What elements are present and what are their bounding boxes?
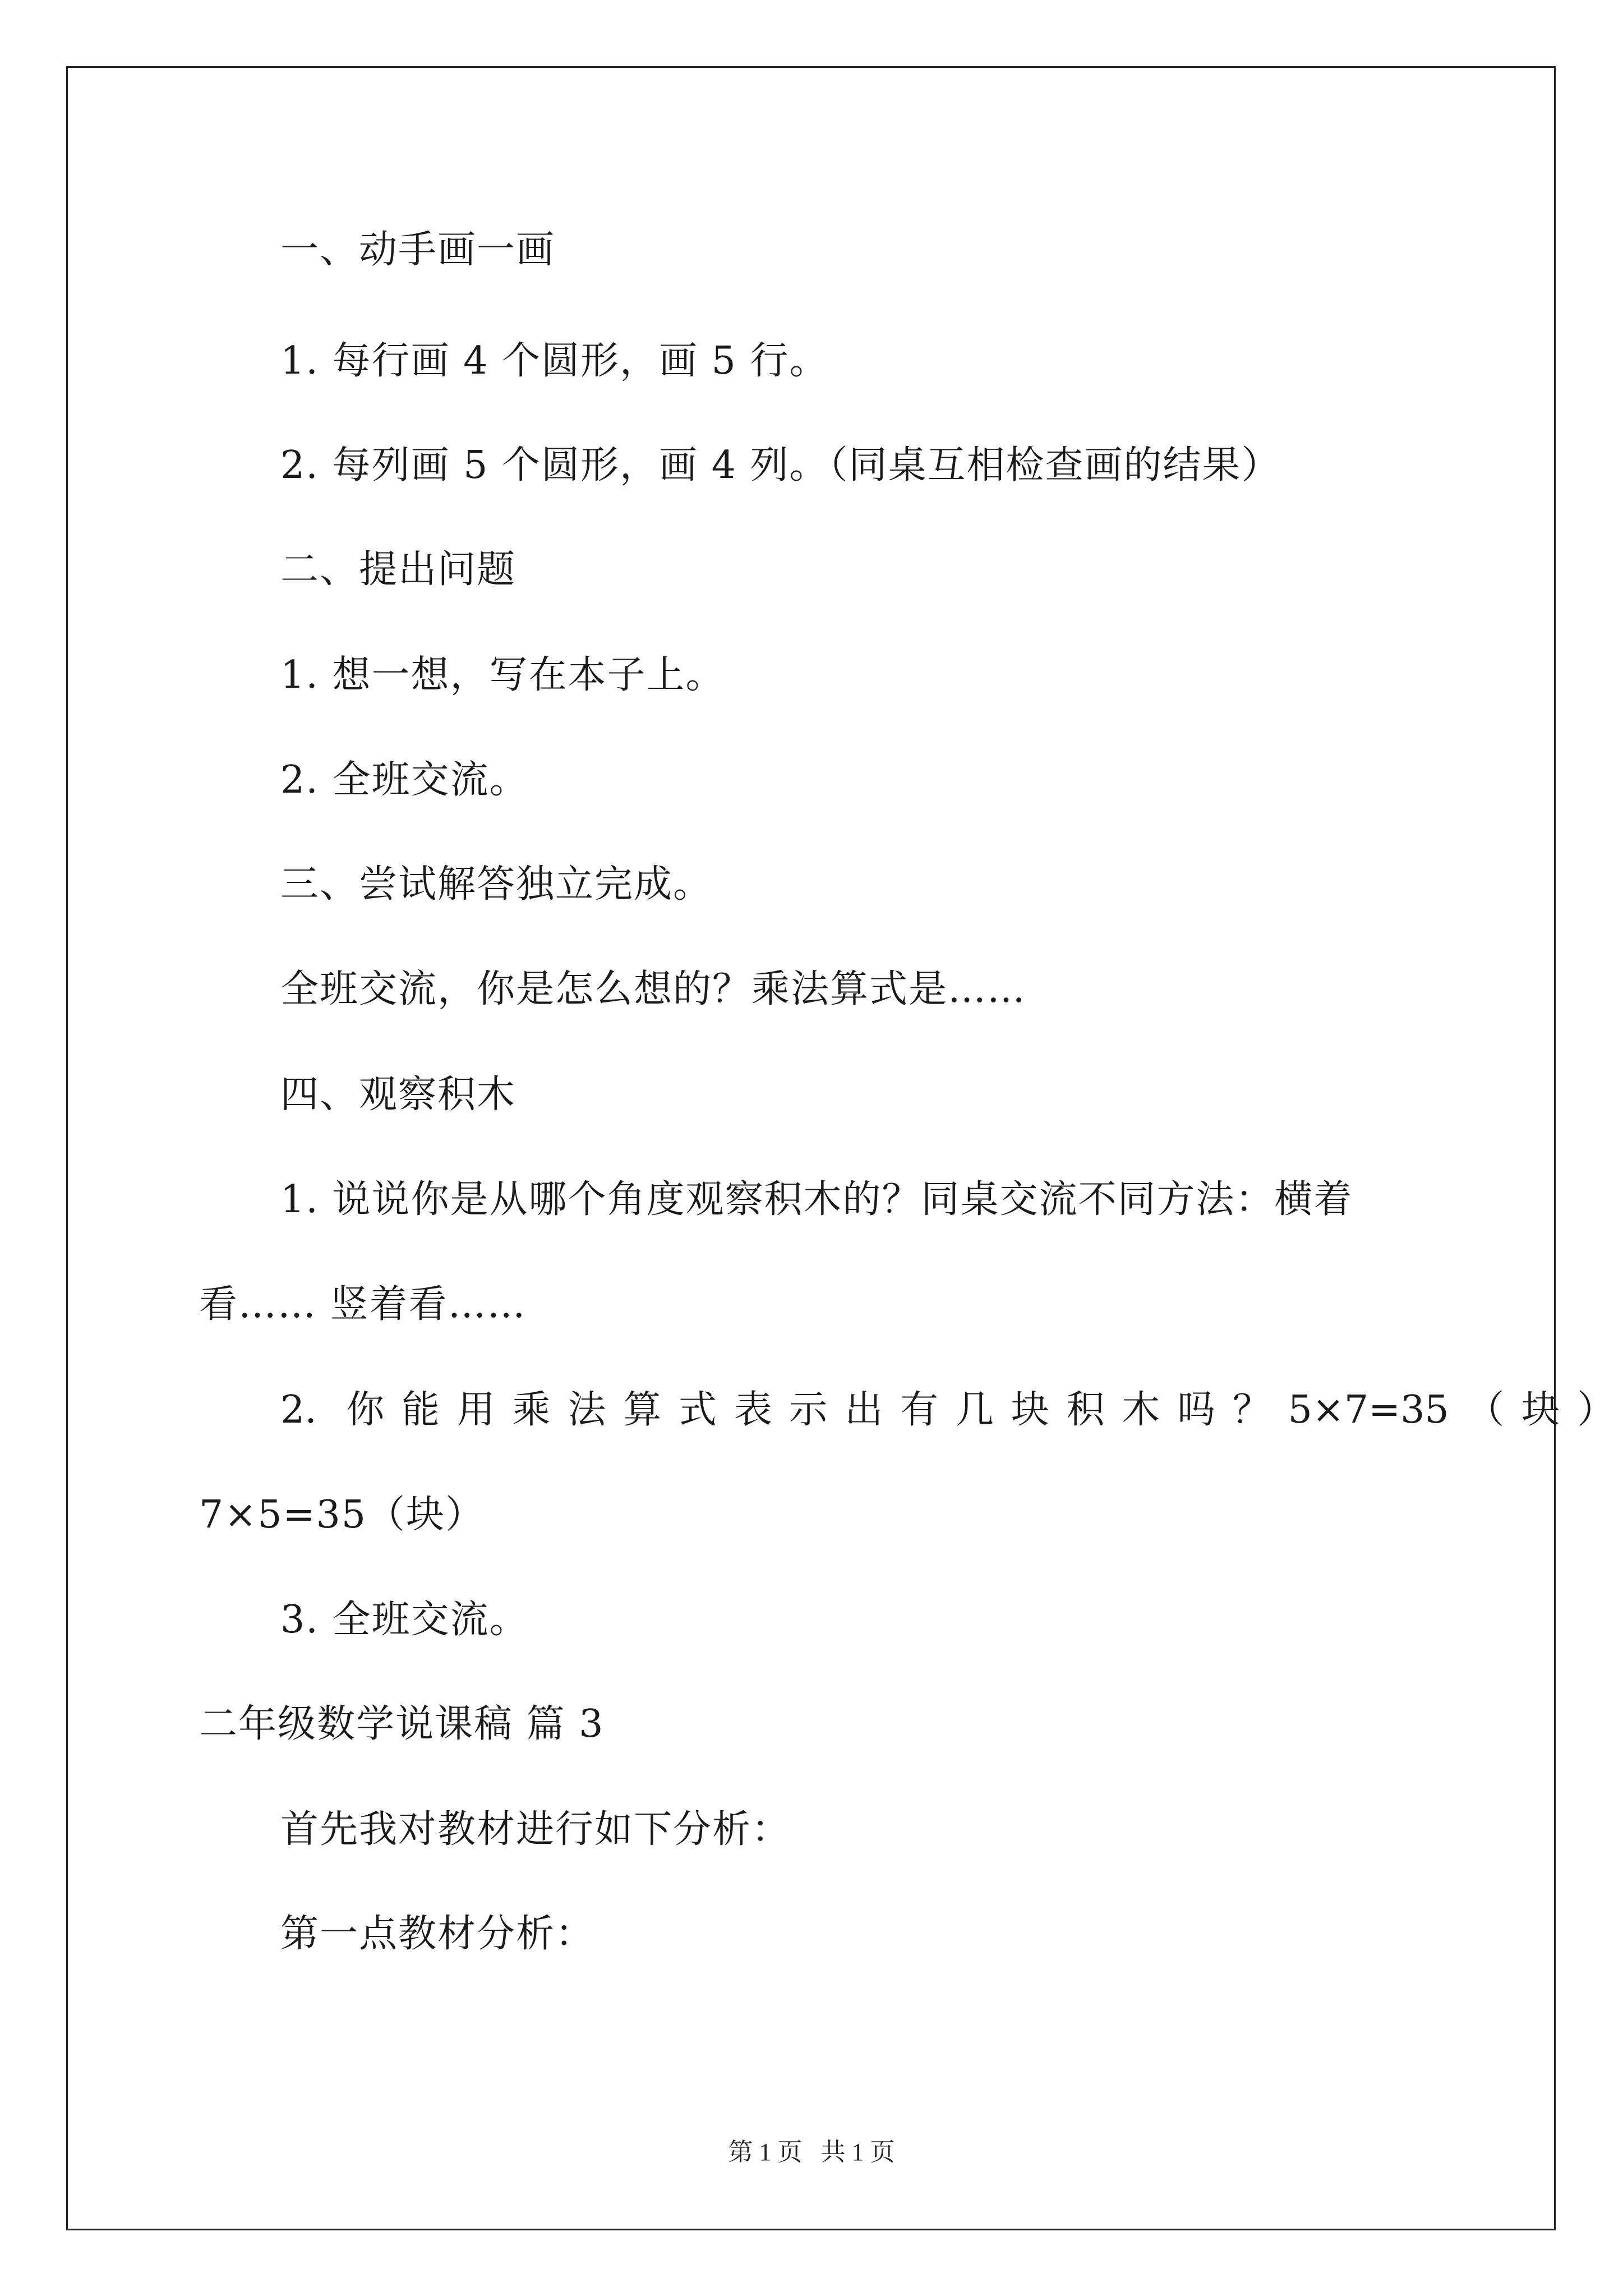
paragraph: 2. 每列画 5 个圆形，画 4 列。（同桌互相检查画的结果） — [280, 443, 1281, 487]
paragraph: 3. 全班交流。 — [280, 1598, 529, 1642]
paragraph: 1. 每行画 4 个圆形，画 5 行。 — [280, 339, 829, 383]
paragraph-continuation: 看…… 竖着看…… — [199, 1282, 527, 1327]
paragraph: 全班交流，你是怎么想的？乘法算式是…… — [280, 967, 1027, 1011]
section-heading-1: 一、动手画一画 — [280, 228, 556, 272]
page-footer: 第 1 页 共 1 页 — [728, 2138, 895, 2166]
paragraph: 首先我对教材进行如下分析： — [280, 1807, 791, 1852]
paragraph: 1. 想一想，写在本子上。 — [280, 653, 725, 697]
document-title: 二年级数学说课稿 篇 3 — [199, 1702, 605, 1746]
paragraph: 第一点教材分析： — [280, 1912, 595, 1956]
section-heading-2: 二、提出问题 — [280, 547, 517, 592]
paragraph: 2. 全班交流。 — [280, 758, 529, 802]
paragraph: 2. 你能用乘法算式表示出有几块积木吗？5×7=35（块） — [280, 1388, 1615, 1432]
page-border — [66, 66, 1556, 2230]
section-heading-4: 四、观察积木 — [280, 1073, 517, 1117]
section-heading-3: 三、尝试解答独立完成。 — [280, 862, 713, 907]
paragraph: 1. 说说你是从哪个角度观察积木的？同桌交流不同方法：横着 — [280, 1177, 1353, 1222]
paragraph-continuation: 7×5=35（块） — [199, 1493, 485, 1537]
